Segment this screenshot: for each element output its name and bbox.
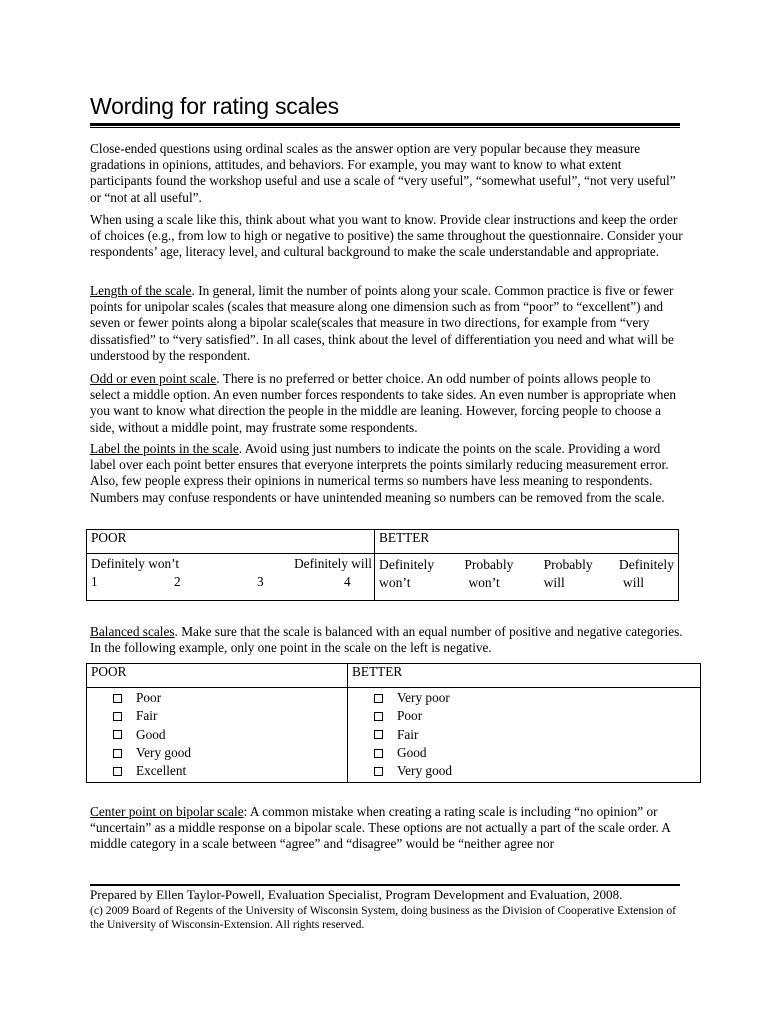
table1-better-cell <box>375 554 679 601</box>
checkbox-icon[interactable] <box>113 730 122 739</box>
option-line: will <box>622 575 645 590</box>
checkbox-option[interactable] <box>113 707 343 725</box>
option-label: Excellent <box>136 763 187 779</box>
odd-even-heading: Odd or even point scale <box>90 371 217 386</box>
option-label: Poor <box>136 690 162 706</box>
table2-better-header: BETTER <box>348 664 701 688</box>
checkbox-icon[interactable] <box>374 694 383 703</box>
title-rule-thin <box>90 127 680 128</box>
checkbox-icon[interactable] <box>113 712 122 721</box>
option-label: Good <box>397 745 427 761</box>
checkbox-option[interactable] <box>374 762 696 780</box>
checkbox-option[interactable] <box>113 726 343 744</box>
table1-label-low: Definitely won’t <box>91 556 180 571</box>
option-line: won’t <box>468 575 500 590</box>
center-point-heading: Center point on bipolar scale <box>90 804 244 819</box>
table2-poor-header: POOR <box>87 664 348 688</box>
option-label: Very poor <box>397 690 450 706</box>
table1-better-option <box>454 556 513 592</box>
table1-poor-header: POOR <box>87 530 375 554</box>
option-line: Probably <box>464 557 514 572</box>
option-label: Fair <box>136 708 158 724</box>
center-point-paragraph <box>90 804 684 853</box>
option-line: Definitely <box>618 557 674 572</box>
table2-poor-cell <box>87 688 348 783</box>
checkbox-icon[interactable] <box>113 767 122 776</box>
option-label: Fair <box>397 726 419 742</box>
table1-label-high: Definitely will <box>294 556 372 571</box>
option-label: Very good <box>397 763 453 779</box>
label-points-paragraph <box>90 441 684 506</box>
checkbox-icon[interactable] <box>374 712 383 721</box>
center-point-body: : A common mistake when creating a rating scale is including “no opinion” or “uncertain” as a middle response on a bipolar scale. These options are not actually a part of the scale order. A middle category in a scale between “agree” and “disagree” would be “neither agree nor <box>90 804 671 852</box>
option-label: Very good <box>136 745 192 761</box>
footer-copyright: (c) 2009 Board of Regents of the University of Wisconsin System, doing business as the Division of Cooperative Extension of the University of Wisconsin-Extension. All rights reserved. <box>90 904 677 931</box>
option-line: Definitely <box>379 557 435 572</box>
checkbox-icon[interactable] <box>374 767 383 776</box>
checkbox-option[interactable] <box>113 744 343 762</box>
when-using-paragraph: When using a scale like this, think about what you want to know. Provide clear instructions and keep the order of choices (e.g., from low to high or negative to positive) the same throughout the questionnaire. Consider your respondents’ age, literacy level, and cultural background to make the scale understandable and appropriate. <box>90 212 683 260</box>
checkbox-option[interactable] <box>113 689 343 707</box>
footer-prepared-by: Prepared by Ellen Taylor-Powell, Evaluation Specialist, Program Development and Evaluation, 2008. <box>90 887 623 902</box>
balanced-paragraph <box>90 624 684 656</box>
table2-better-cell <box>348 688 701 783</box>
balanced-heading: Balanced scales <box>90 624 175 639</box>
checkbox-option[interactable] <box>374 707 696 725</box>
table1-number: 2 <box>174 574 181 589</box>
table1-number: 4 <box>344 574 351 589</box>
checkbox-option[interactable] <box>374 689 696 707</box>
balanced-scale-table <box>86 663 701 783</box>
footer-rule <box>90 884 680 886</box>
table1-better-option <box>379 556 434 592</box>
checkbox-icon[interactable] <box>113 694 122 703</box>
balanced-body: . Make sure that the scale is balanced with an equal number of positive and negative categories. In the following example, only one point in the scale on the left is negative. <box>90 624 683 656</box>
checkbox-icon[interactable] <box>374 749 383 758</box>
odd-even-paragraph <box>90 371 684 436</box>
option-line: Probably <box>543 557 593 572</box>
title-rule <box>90 123 680 126</box>
odd-even-body: . There is no preferred or better choice. An odd number of points allows people to select a middle option. An even number forces respondents to take sides. An even number is appropriate when you want to know what direction the people in the middle are leaning. However, forcing people to choose a side, without a middle point, may frustrate some respondents. <box>90 371 677 435</box>
table1-number: 1 <box>91 574 98 589</box>
length-paragraph <box>90 283 684 364</box>
length-heading: Length of the scale <box>90 283 192 298</box>
table1-better-option <box>534 556 593 592</box>
checkbox-icon[interactable] <box>374 730 383 739</box>
option-line: won’t <box>379 575 411 590</box>
table1-better-option <box>613 556 674 592</box>
checkbox-option[interactable] <box>113 762 343 780</box>
table1-number: 3 <box>257 574 264 589</box>
option-line: will <box>543 575 565 590</box>
checkbox-option[interactable] <box>374 726 696 744</box>
length-body: . In general, limit the number of points along your scale. Common practice is five or fewer points for unipolar scales (scales that measure along one dimension such as from “poor” to “excellent”) and seven or fewer points along a bipolar scale(scales that measure in two directions, for example from “very dissatisfied” to “very satisfied”. In all cases, think about the level of differentiation you need and what will be understood by the respondent. <box>90 283 674 363</box>
table1-poor-cell <box>87 554 375 601</box>
label-points-heading: Label the points in the scale <box>90 441 239 456</box>
label-points-body: . Avoid using just numbers to indicate the points on the scale. Providing a word label over each point better ensures that everyone interprets the points similarly reducing measurement error. Also, few people express their opinions in numerical terms so numbers have less meaning to respondents. Numbers may confuse respondents or have unintended meaning so numbers can be removed from the scale. <box>90 441 669 505</box>
checkbox-icon[interactable] <box>113 749 122 758</box>
page-title: Wording for rating scales <box>90 93 339 119</box>
checkbox-option[interactable] <box>374 744 696 762</box>
table1-better-header: BETTER <box>375 530 679 554</box>
labeled-scale-table <box>86 529 679 601</box>
option-label: Good <box>136 726 166 742</box>
intro-paragraph: Close-ended questions using ordinal scales as the answer option are very popular because they measure gradations in opinions, attitudes, and behaviors. For example, you may want to know to what extent participants found the workshop useful and use a scale of “very useful”, “somewhat useful”, “not very useful” or “not at all useful”. <box>90 141 676 205</box>
option-label: Poor <box>397 708 423 724</box>
